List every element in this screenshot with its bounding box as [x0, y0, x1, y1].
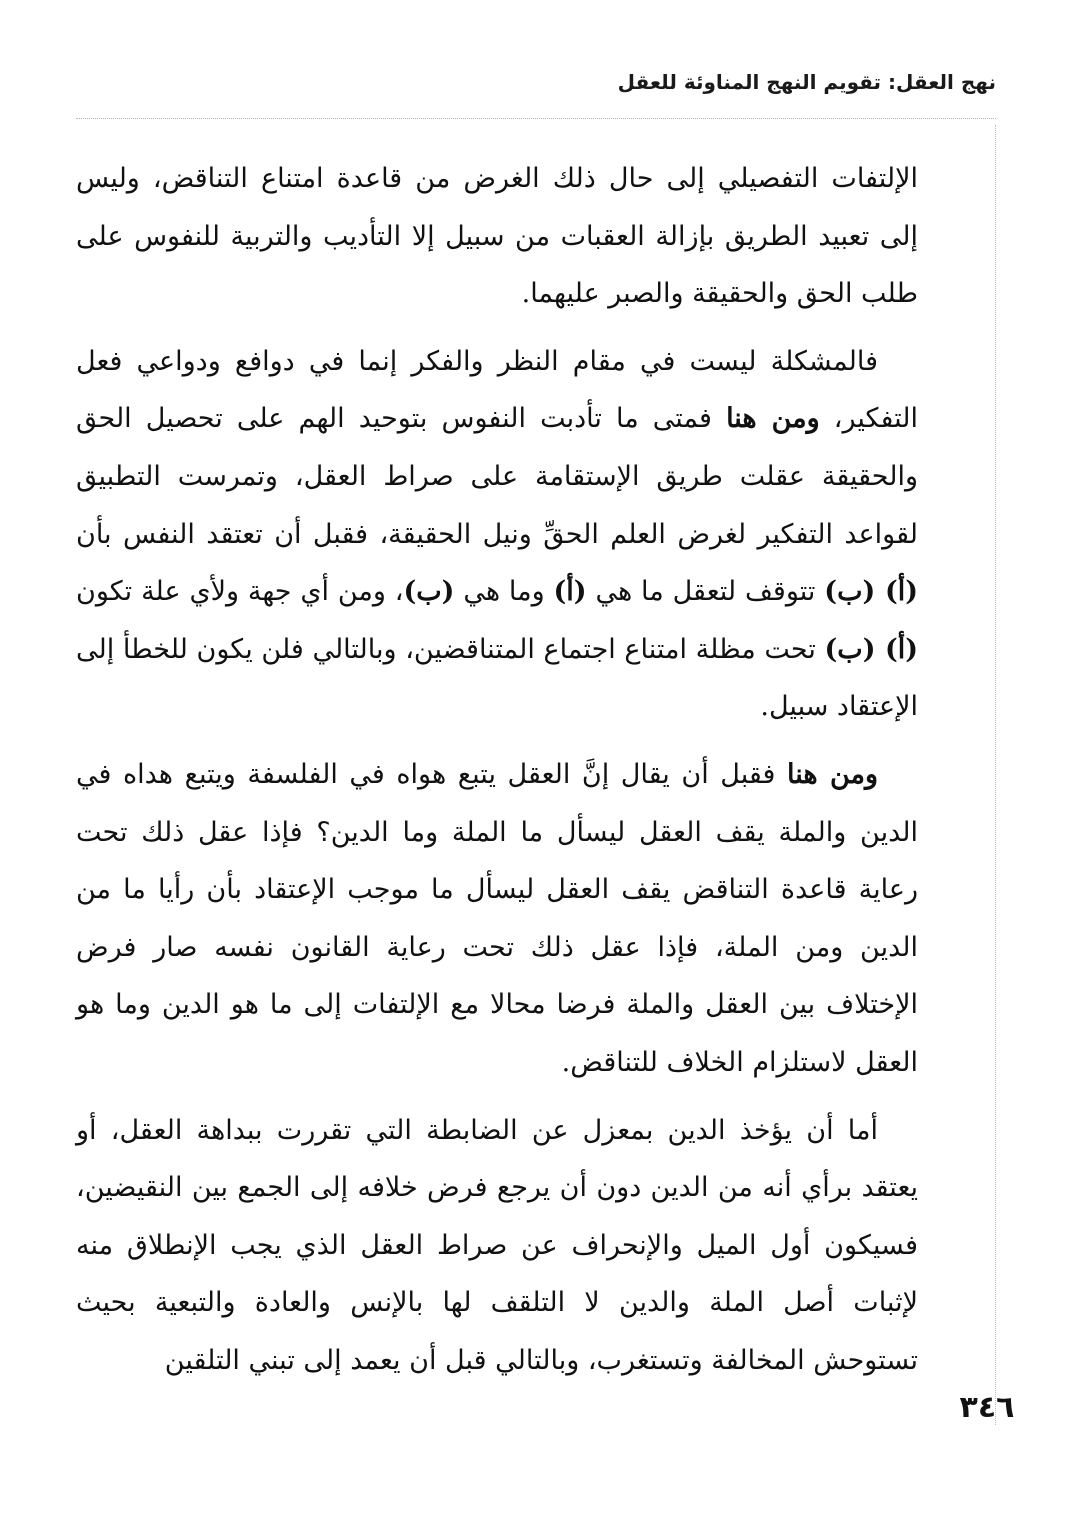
- bold-phrase: (أ) (ب): [824, 633, 918, 665]
- text-run: وما هي: [454, 576, 554, 608]
- bold-phrase: ومن هنا: [786, 758, 879, 790]
- text-run: الإلتفات التفصيلي إلى حال ذلك الغرض من قاعدة امتناع التناقض، وليس إلى تعبيد الطريق بإزالة العقبات من سبيل إلا التأديب والتربية للنفوس على طلب الحق والحقيقة والصبر عليهما.: [76, 163, 918, 310]
- text-run: أما أن يؤخذ الدين بمعزل عن الضابطة التي تقررت ببداهة العقل، أو يعتقد برأي أنه من الدين دون أن يرجع فرض خلافه إلى الجمع بين النقيضين، فسيكون أول الميل والإنحراف عن صراط العقل الذي يجب الإنطلاق منه لإثبات أصل الملة والدين لا التلقف لها بالإنس والعادة والتبعية بحيث تستوحش المخالفة وتستغرب، وبالتالي قبل أن يعمد إلى تبني التلقين: [76, 1114, 918, 1376]
- paragraph: [76, 746, 918, 1092]
- text-run: فقبل أن يقال إنَّ العقل يتبع هواه في الفلسفة ويتبع هداه في الدين والملة يقف العقل ليسأل ما الملة وما الدين؟ فإذا عقل ذلك تحت رعاية قاعدة التناقض يقف العقل ليسأل ما موجب الإعتقاد بأن رأيا ما من الدين ومن الملة، فإذا عقل ذلك تحت رعاية القانون نفسه صار فرض الإختلاف بين العقل والملة فرضا محالا مع الإلتفات إلى ما هو الدين وما هو العقل لاستلزام الخلاف للتناقض.: [76, 758, 918, 1078]
- paragraph: [76, 333, 918, 736]
- running-header: [76, 70, 996, 94]
- bold-phrase: (أ) (ب): [824, 576, 918, 608]
- page-number: ٣٤٦: [959, 1390, 1015, 1425]
- paragraph: [76, 1102, 918, 1390]
- body-text: [76, 150, 918, 1399]
- header-title: نهج العقل: تقويم النهج المناوئة للعقل: [617, 70, 996, 94]
- paragraph: [76, 150, 918, 323]
- text-run: تحت مظلة امتناع اجتماع المتناقضين، وبالتالي فلن يكون للخطأ إلى الإعتقاد سبيل.: [76, 633, 918, 723]
- text-run: تتوقف لتعقل ما هي: [586, 576, 825, 608]
- header-rule: [76, 118, 996, 119]
- bold-phrase: ومن هنا: [726, 403, 820, 435]
- bold-phrase: (أ): [553, 576, 587, 608]
- text-run: ، ومن أي جهة ولأي علة تكون: [76, 576, 404, 608]
- text-run: فالمشكلة ليست في مقام النظر والفكر إنما في دوافع ودواعي فعل التفكير،: [76, 345, 918, 435]
- bold-phrase: (ب): [403, 576, 455, 608]
- text-run: فمتى ما تأدبت النفوس بتوحيد الهم على تحصيل الحق والحقيقة عقلت طريق الإستقامة على صراط العقل، وتمرست التطبيق لقواعد التفكير لغرض العلم الحقِّ ونيل الحقيقة، فقبل أن تعتقد النفس بأن: [76, 403, 918, 550]
- margin-rule: [995, 125, 996, 1425]
